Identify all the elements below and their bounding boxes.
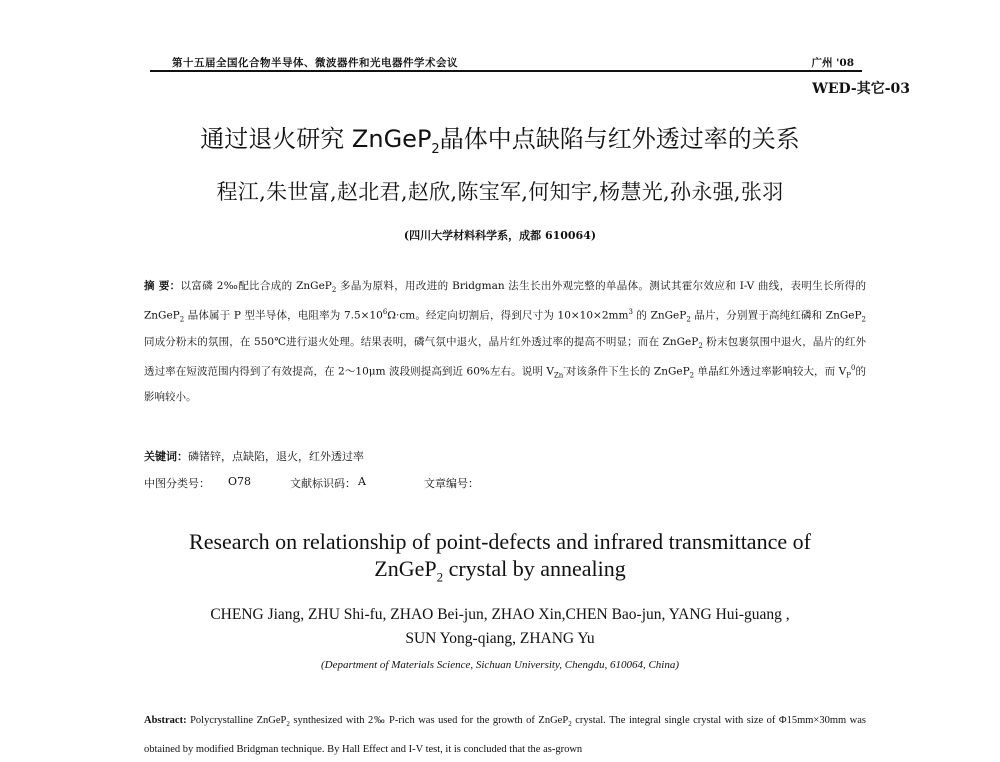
abstract-english: Abstract: Polycrystalline ZnGeP$_2$ synthesized with 2‰ P-rich was used for the growth of ZnGeP$_2$ crystal. The integral single crystal with size of Φ15mm×30mm was obtained by modified Bridgman technique. By Hall Effect and I-V test, it is concluded that the as-grown [144,715,867,756]
authors-english: CHENG Jiang, ZHU Shi-fu, ZHAO Bei-jun, ZHAO Xin,CHEN Bao-jun, YANG Hui-guang , SUN Yong-qiang, ZHANG Yu [210,606,790,647]
article-number-label: 文章编号： [424,477,479,490]
location-year: 广州 '08 [811,57,854,69]
title-chinese: 通过退火研究 ZnGeP$_2$晶体中点缺陷与红外透过率的关系 [200,125,800,157]
conference-name: 第十五届全国化合物半导体、微波器件和光电器件学术会议 [172,57,458,69]
abstract-chinese: 摘 要：以富磷 2‰配比合成的 ZnGeP$_2$ 多晶为原料，用改进的 Bridgman 法生长出外观完整的单晶体。测试其霍尔效应和 I-V 曲线，表明生长所得的 ZnGeP$_2$ 晶体属于 P 型半导体，电阻率为 $7.5\times 10^6\Omega\cdot cm$。经定向切割后，得到尺寸为 $10\times 10\times 2mm^3$ 的 ZnGeP$_2$ 晶片，分别置于高纯红磷和 ZnGeP$_2$ 同成分粉末的氛围，在 550℃进行退火处理。结果表明，磷气氛中退火，晶片红外透过率的提高不明显；而在 ZnGeP$_2$ 粉末包裹氛围中退火，晶片的红外透过率在短波范围内得到了有效提高，在 2～10μm 波段则提高到近 60%左右。说明 $V_{Zn}^-$对该条件下生长的 ZnGeP$_2$ 单晶红外透过率影响较大，而 $V_P^0$的影响较小。 [144,280,867,404]
abstract-label-cn: 摘 要： [144,280,181,292]
header-rule [150,70,862,72]
doc-code-label: 文献标识码： [290,477,356,490]
abstract-label-en: Abstract: [144,715,187,726]
affiliation-english: (Department of Materials Science, Sichuan University, Chengdu, 610064, China) [320,659,680,671]
keywords-label: 关键词： [144,450,188,463]
paper-code: WED-其它-03 [812,81,910,97]
keywords-text: 磷锗锌，点缺陷，退火，红外透过率 [188,450,364,463]
clc-label: 中图分类号： [144,477,210,490]
affiliation-chinese: (四川大学材料科学系，成都 610064) [403,229,597,242]
title-english: Research on relationship of point-defects and infrared transmittance of ZnGeP$_2$ crystal by annealing [189,529,811,585]
authors-chinese: 程江,朱世富,赵北君,赵欣,陈宝军,何知宇,杨慧光,孙永强,张羽 [216,180,784,204]
doc-code-value: A [358,475,366,488]
keywords-chinese [144,448,364,464]
clc-value: O78 [228,475,252,488]
running-header [150,55,862,71]
